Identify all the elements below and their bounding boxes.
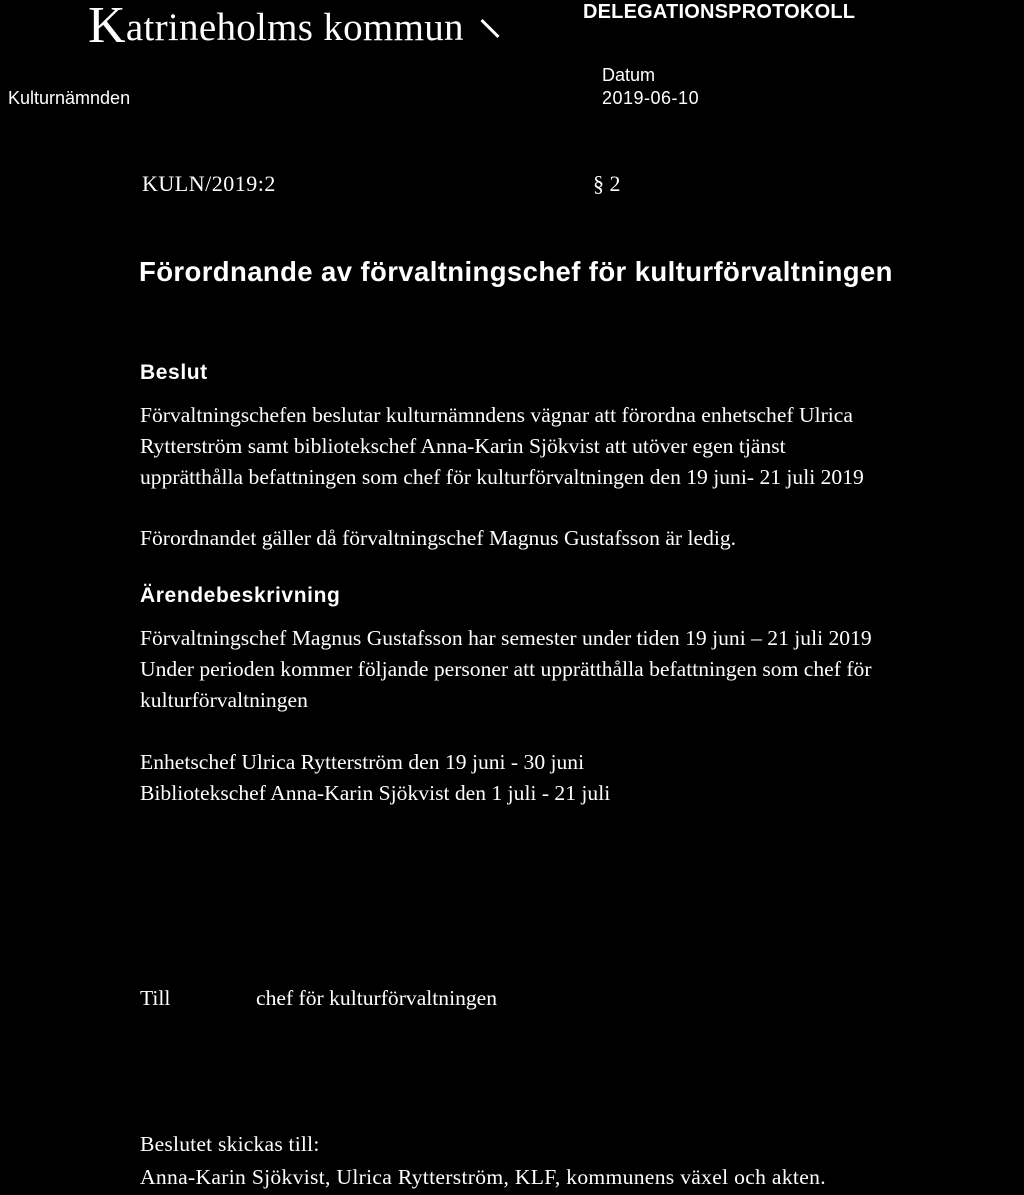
addressee-value: chef för kulturförvaltningen [256, 986, 498, 1010]
decision-line: Rytterström samt bibliotekschef Anna-Karin Sjökvist att utöver egen tjänst [140, 434, 786, 458]
distribution-label: Beslutet skickas till: [140, 1132, 320, 1156]
description-line: Under perioden kommer följande personer att upprätthålla befattningen som chef för [140, 657, 872, 681]
case-number: KULN/2019:2 [142, 171, 276, 196]
date-value: 2019-06-10 [602, 88, 700, 108]
decision-line: Förvaltningschefen beslutar kulturnämndens vägnar att förordna enhetschef Ulrica [140, 403, 853, 427]
paragraph-number: § 2 [593, 171, 621, 196]
committee-name: Kulturnämnden [8, 88, 131, 108]
date-label: Datum [602, 65, 656, 85]
addressee-label: Till [140, 986, 171, 1010]
description-line: kulturförvaltningen [140, 688, 308, 712]
decision-line: Förordnandet gäller då förvaltningschef Magnus Gustafsson är ledig. [140, 526, 737, 550]
logo-text: atrineholms kommun [125, 6, 464, 49]
description-line: Förvaltningschef Magnus Gustafsson har semester under tiden 19 juni – 21 juli 2019 [140, 626, 872, 650]
description-line: Bibliotekschef Anna-Karin Sjökvist den 1 juli - 21 juli [140, 781, 611, 805]
logo-initial: K [88, 0, 126, 54]
municipality-logo [88, 0, 502, 52]
distribution-recipients: Anna-Karin Sjökvist, Ulrica Rytterström, KLF, kommunens växel och akten. [140, 1165, 826, 1189]
decision-heading: Beslut [140, 361, 208, 384]
decision-line: upprätthålla befattningen som chef för kulturförvaltningen den 19 juni- 21 juli 2019 [140, 465, 864, 489]
description-heading: Ärendebeskrivning [140, 584, 341, 607]
logo-mark [480, 19, 499, 38]
page-title: Förordnande av förvaltningschef för kulturförvaltningen [139, 256, 893, 287]
document-type: DELEGATIONSPROTOKOLL [583, 1, 856, 23]
description-line: Enhetschef Ulrica Rytterström den 19 juni - 30 juni [140, 750, 585, 774]
